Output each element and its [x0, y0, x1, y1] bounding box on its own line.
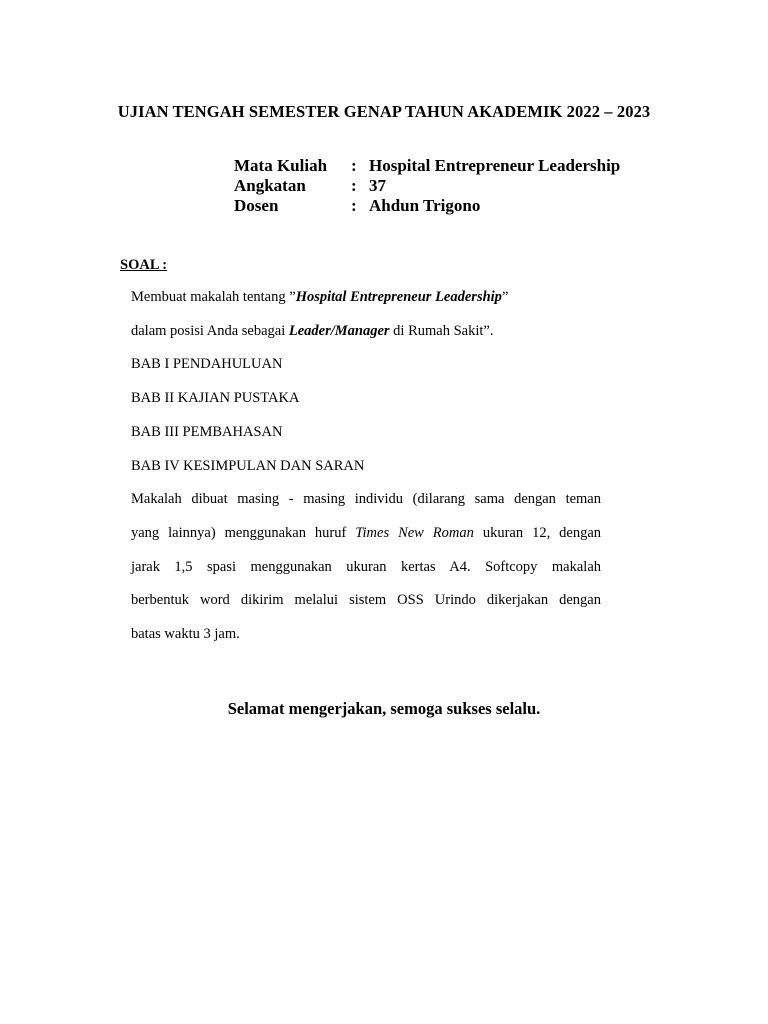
question-line-2 — [131, 323, 493, 340]
info-value: Ahdun Trigono — [369, 196, 481, 215]
bab-item: BAB II KAJIAN PUSTAKA — [131, 390, 300, 406]
text-run: ” — [501, 289, 509, 305]
info-colon: : — [351, 156, 357, 175]
paragraph-line — [131, 525, 601, 542]
text-run: ukuran 12, dengan — [473, 525, 602, 541]
text-run: di Rumah Sakit”. — [389, 323, 494, 339]
info-label: Dosen — [234, 196, 279, 215]
paragraph-line: berbentuk word dikirim melalui sistem OSS Urindo dikerjakan dengan — [131, 592, 601, 608]
info-colon: : — [351, 176, 357, 195]
text-run: dalam posisi Anda sebagai — [131, 323, 289, 339]
info-value: Hospital Entrepreneur Leadership — [369, 156, 621, 175]
text-run: yang lainnya) menggunakan huruf — [131, 525, 356, 541]
bab-item: BAB I PENDAHULUAN — [131, 356, 283, 372]
info-label: Angkatan — [234, 176, 306, 195]
closing-message: Selamat mengerjakan, semoga sukses selalu. — [227, 699, 541, 718]
emphasis-run: Hospital Entrepreneur Leadership — [295, 289, 502, 305]
emphasis-run: Times New Roman — [355, 525, 474, 541]
paragraph-line: batas waktu 3 jam. — [131, 626, 240, 642]
emphasis-run: Leader/Manager — [288, 323, 390, 339]
info-row-lecturer — [234, 196, 620, 216]
info-label: Mata Kuliah — [234, 156, 328, 175]
paragraph-line: jarak 1,5 spasi menggunakan ukuran kertas A4. Softcopy makalah — [131, 559, 601, 575]
info-row-course — [234, 156, 620, 176]
bab-item: BAB III PEMBAHASAN — [131, 424, 283, 440]
text-run: Membuat makalah tentang ” — [131, 289, 296, 305]
info-value: 37 — [369, 176, 386, 195]
bab-item: BAB IV KESIMPULAN DAN SARAN — [131, 458, 365, 474]
soal-heading: SOAL : — [120, 257, 168, 273]
info-row-cohort — [234, 176, 620, 196]
question-line-1 — [131, 289, 508, 306]
course-info — [234, 156, 620, 216]
info-colon: : — [351, 196, 357, 215]
paragraph-line: Makalah dibuat masing - masing individu (dilarang sama dengan teman — [131, 491, 601, 507]
exam-title: UJIAN TENGAH SEMESTER GENAP TAHUN AKADEMIK 2022 – 2023 — [117, 102, 651, 121]
